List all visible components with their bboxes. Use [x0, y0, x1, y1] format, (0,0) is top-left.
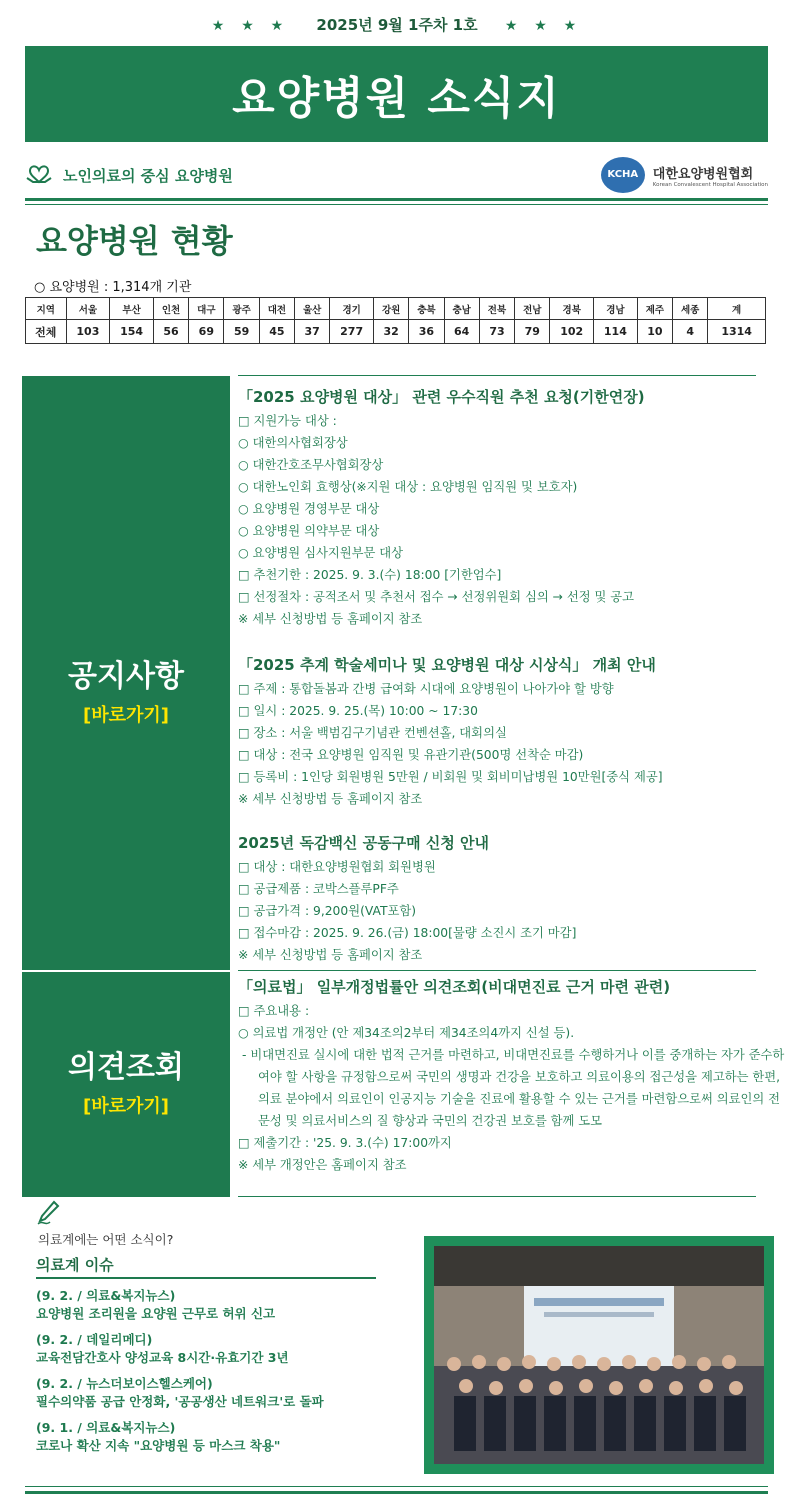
notice-title: 2025년 독감백신 공동구매 신청 안내 — [238, 834, 490, 852]
table-header-cell: 경북 — [550, 298, 594, 320]
table-cell: 32 — [373, 320, 408, 344]
notice-line: □ 선정절차 : 공적조서 및 추천서 접수 → 선정위원회 심의 → 선정 및 공고 — [238, 590, 635, 604]
association-english: Korean Convalescent Hospital Association — [652, 181, 768, 188]
tagline — [25, 164, 233, 186]
notice-line: □ 대상 : 전국 요양병원 임직원 및 유관기관(500명 선착순 마감) — [238, 748, 584, 762]
news-intro: 의료계에는 어떤 소식이? — [38, 1232, 174, 1247]
opinion-line: ○ 의료법 개정안 (안 제34조의2부터 제34조의4까지 신설 등). — [238, 1026, 575, 1040]
divider — [25, 204, 768, 205]
notice-line: □ 등록비 : 1인당 회원병원 5만원 / 비회원 및 회비미납병원 10만원[중식 제공] — [238, 770, 663, 784]
opinion-line: ※ 세부 개정안은 홈페이지 참조 — [238, 1158, 407, 1172]
table-cell: 69 — [189, 320, 224, 344]
table-header-cell: 충북 — [409, 298, 444, 320]
notice-title: 「2025 요양병원 대상」 관련 우수직원 추천 요청(기한연장) — [238, 388, 645, 406]
news-source: (9. 2. / 의료&복지뉴스) — [36, 1288, 176, 1303]
news-item[interactable] — [36, 1287, 376, 1323]
star-icons-left: ★ ★ ★ — [211, 18, 290, 34]
opinion-shortcut-link[interactable]: [바로가기] — [82, 1096, 169, 1117]
tagline-text: 노인의료의 중심 요양병원 — [63, 166, 233, 185]
notice-line: □ 일시 : 2025. 9. 25.(목) 10:00 ~ 17:30 — [238, 704, 478, 718]
table-header-cell: 인천 — [153, 298, 188, 320]
notice-line: □ 접수마감 : 2025. 9. 26.(금) 18:00[물량 소진시 조기 마감] — [238, 926, 577, 940]
table-cell: 36 — [409, 320, 444, 344]
notice-line: ○ 대한간호조무사협회장상 — [238, 458, 384, 472]
region-table — [25, 297, 766, 344]
table-header-cell: 광주 — [224, 298, 259, 320]
news-source: (9. 2. / 데일리메디) — [36, 1332, 153, 1347]
notice-line: □ 공급가격 : 9,200원(VAT포함) — [238, 904, 417, 918]
section-title-status: 요양병원 현황 — [36, 222, 233, 260]
table-cell: 64 — [444, 320, 479, 344]
notice-line: □ 지원가능 대상 : — [238, 414, 337, 428]
group-photo — [424, 1236, 774, 1474]
divider — [25, 198, 768, 201]
news-headline: 교육전담간호사 양성교육 8시간·유효기간 3년 — [36, 1350, 289, 1365]
table-cell: 59 — [224, 320, 259, 344]
notice-shortcut-link[interactable]: [바로가기] — [82, 705, 169, 726]
notice-line: ○ 요양병원 의약부문 대상 — [238, 524, 380, 538]
notice-title: 「2025 추계 학술세미나 및 요양병원 대상 시상식」 개최 안내 — [238, 656, 656, 674]
table-cell: 73 — [479, 320, 514, 344]
table-header-cell: 강원 — [373, 298, 408, 320]
news-headline: 요양병원 조리원을 요양원 근무로 허위 신고 — [36, 1306, 276, 1321]
opinion-line: □ 제출기간 : '25. 9. 3.(수) 17:00까지 — [238, 1136, 452, 1150]
divider — [238, 375, 756, 376]
notice-line: □ 추천기한 : 2025. 9. 3.(수) 18:00 [기한엄수] — [238, 568, 502, 582]
table-header-cell: 서울 — [66, 298, 110, 320]
table-header-cell: 대구 — [189, 298, 224, 320]
notice-lines — [238, 410, 790, 630]
table-header-cell: 부산 — [110, 298, 154, 320]
table-header-cell: 전북 — [479, 298, 514, 320]
news-source: (9. 2. / 뉴스더보이스헬스케어) — [36, 1376, 213, 1391]
news-source: (9. 1. / 의료&복지뉴스) — [36, 1420, 176, 1435]
notice-line: ○ 대한의사협회장상 — [238, 436, 348, 450]
notice-item-seminar — [238, 654, 790, 810]
table-cell: 277 — [330, 320, 374, 344]
opinion-item — [238, 976, 790, 1176]
news-title: 의료계 이슈 — [36, 1254, 376, 1279]
notice-line: □ 주제 : 통합돌봄과 간병 급여화 시대에 요양병원이 나아가야 할 방향 — [238, 682, 614, 696]
notice-item-award — [238, 386, 790, 630]
subheader — [25, 150, 768, 200]
table-cell: 114 — [594, 320, 638, 344]
table-header-cell: 경기 — [330, 298, 374, 320]
notice-line: □ 장소 : 서울 백범김구기념관 컨벤션홀, 대회의실 — [238, 726, 507, 740]
notice-panel — [22, 376, 230, 970]
notice-line: ※ 세부 신청방법 등 홈페이지 참조 — [238, 948, 423, 962]
notice-line: □ 공급제품 : 코박스플루PF주 — [238, 882, 399, 896]
table-cell: 56 — [153, 320, 188, 344]
issue-number: 2025년 9월 1주차 1호 — [316, 16, 478, 34]
table-cell: 1314 — [708, 320, 766, 344]
opinion-description: - 비대면진료 실시에 대한 법적 근거를 마련하고, 비대면진료를 수행하거나 이를 중개하는 자가 준수하여야 할 사항을 규정함으로써 국민의 생명과 건강을 보호하고 의료이용의 접근성을 제고하는 한편, 의료 분야에서 의료인이 인공지능 기술을 진료에 활용할 수 있는 근거를 마련함으로써 의료인의 전문성 및 의료서비스의 질 향상과 국민의 건강권 보호를 함께 도모 — [242, 1048, 785, 1128]
notice-line: ○ 요양병원 심사지원부문 대상 — [238, 546, 404, 560]
news-headline: 코로나 확산 지속 "요양병원 등 마스크 착용" — [36, 1438, 281, 1453]
table-cell: 4 — [673, 320, 708, 344]
table-cell: 103 — [66, 320, 110, 344]
newsletter-title: 요양병원 소식지 — [25, 46, 768, 142]
table-row — [26, 320, 766, 344]
news-item[interactable] — [36, 1375, 376, 1411]
table-header-cell: 충남 — [444, 298, 479, 320]
notice-line: □ 대상 : 대한요양병원협회 회원병원 — [238, 860, 436, 874]
table-header-cell: 경남 — [594, 298, 638, 320]
star-icons-right: ★ ★ ★ — [504, 18, 583, 34]
divider — [238, 1196, 756, 1197]
table-cell: 전체 — [26, 320, 67, 344]
divider — [25, 1491, 768, 1494]
opinion-title: 「의료법」 일부개정법률안 의견조회(비대면진료 근거 마련 관련) — [238, 978, 671, 996]
association-logo — [601, 157, 768, 193]
table-cell: 154 — [110, 320, 154, 344]
notice-line: ※ 세부 신청방법 등 홈페이지 참조 — [238, 792, 423, 806]
table-cell: 10 — [637, 320, 672, 344]
notice-line: ○ 요양병원 경영부문 대상 — [238, 502, 380, 516]
table-header-row — [26, 298, 766, 320]
hospital-count: ○ 요양병원 : 1,314개 기관 — [34, 280, 192, 295]
kcha-logo-icon: KCHA — [601, 157, 645, 193]
table-cell: 79 — [515, 320, 550, 344]
table-cell: 102 — [550, 320, 594, 344]
divider — [238, 970, 756, 971]
table-header-cell: 전남 — [515, 298, 550, 320]
group-photo-image — [434, 1246, 764, 1464]
notice-item-vaccine — [238, 832, 790, 966]
association-name: 대한요양병원협회 — [652, 166, 754, 182]
opinion-panel — [22, 972, 230, 1197]
divider — [25, 1486, 768, 1487]
table-cell: 37 — [295, 320, 330, 344]
table-header-cell: 울산 — [295, 298, 330, 320]
news-item[interactable] — [36, 1419, 376, 1455]
table-cell: 45 — [259, 320, 294, 344]
notice-line: ※ 세부 신청방법 등 홈페이지 참조 — [238, 612, 423, 626]
news-item[interactable] — [36, 1331, 376, 1367]
table-header-cell: 대전 — [259, 298, 294, 320]
table-header-cell: 세종 — [673, 298, 708, 320]
notice-label: 공지사항 — [68, 659, 184, 694]
table-header-cell: 계 — [708, 298, 766, 320]
issue-line — [0, 14, 794, 35]
notice-line: ○ 대한노인회 효행상(※지원 대상 : 요양병원 임직원 및 보호자) — [238, 480, 578, 494]
heart-hands-icon — [25, 164, 53, 186]
table-header-cell: 지역 — [26, 298, 67, 320]
opinion-label: 의견조회 — [68, 1050, 184, 1085]
news-headline: 필수의약품 공급 안정화, '공공생산 네트워크'로 돌파 — [36, 1394, 324, 1409]
opinion-line: □ 주요내용 : — [238, 1004, 310, 1018]
news-section — [36, 1200, 376, 1455]
table-header-cell: 제주 — [637, 298, 672, 320]
